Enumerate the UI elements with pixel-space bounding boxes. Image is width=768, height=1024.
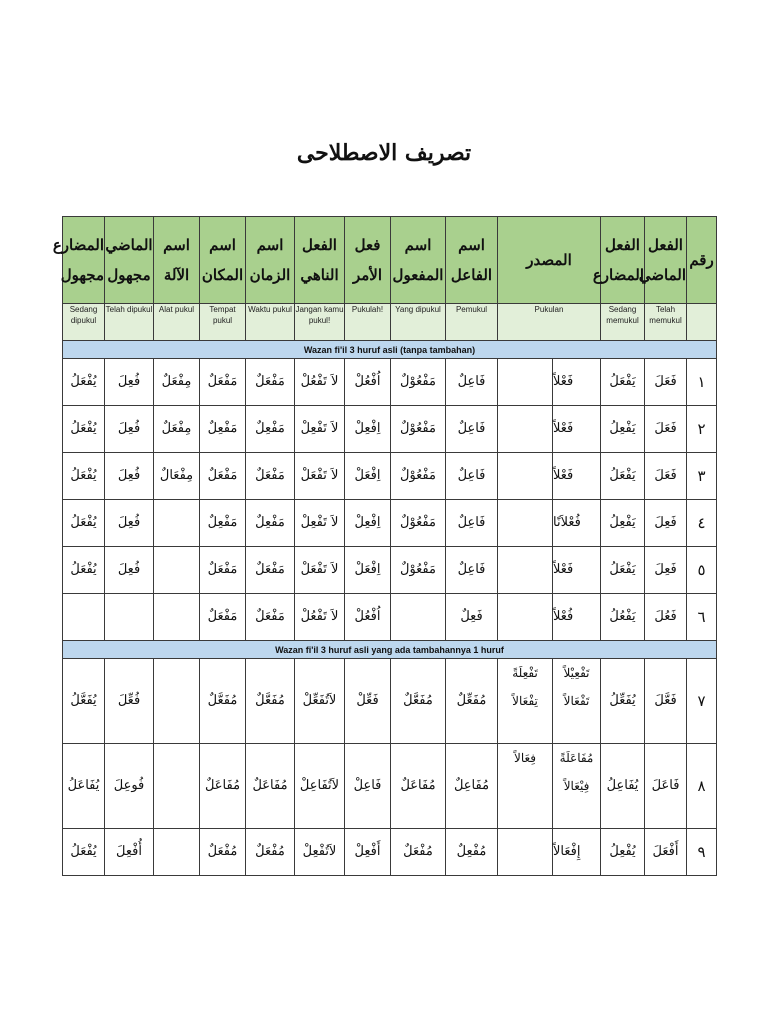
cell-zaman: مَفْعَلٌ xyxy=(246,594,295,641)
tasrif-table xyxy=(52,216,717,876)
header-alat: اسم الآلة xyxy=(154,217,200,304)
cell-alat: مِفْعَلٌ xyxy=(154,406,200,453)
cell-fail: مُفْعِلٌ xyxy=(446,829,498,876)
translation-nahi: Jangan kamu pukul! xyxy=(295,304,345,341)
cell-maful xyxy=(391,594,446,641)
cell-zaman: مَفْعِلٌ xyxy=(246,406,295,453)
cell-masdar: فَعْلاً xyxy=(553,453,601,500)
cell-fail: فَاعِلٌ xyxy=(446,359,498,406)
header-translation-row xyxy=(63,304,717,341)
row-number: ٤ xyxy=(687,500,717,547)
table-row xyxy=(63,547,717,594)
cell-masdar-alt xyxy=(498,406,553,453)
cell-nahi: لاَتُفْعِلْ xyxy=(295,829,345,876)
section-title: Wazan fi'il 3 huruf asli (tanpa tambahan) xyxy=(63,341,717,359)
cell-masdar-alt xyxy=(498,453,553,500)
cell-amr: اِفْعَلْ xyxy=(345,547,391,594)
cell-madhi-majhul xyxy=(105,594,154,641)
cell-alat xyxy=(154,547,200,594)
header-madhi: الفعل الماضي xyxy=(645,217,687,304)
cell-masdar: فُعْلاَنًا xyxy=(553,500,601,547)
translation-madhi-majhul: Telah dipukul xyxy=(105,304,154,341)
cell-madhi-majhul: فُعِّلَ xyxy=(105,659,154,744)
cell-amr: اُفْعُلْ xyxy=(345,359,391,406)
translation-maful: Yang dipukul xyxy=(391,304,446,341)
translation-alat: Alat pukul xyxy=(154,304,200,341)
cell-maful: مُفَاعَلٌ xyxy=(391,744,446,829)
translation-mudhari-majhul: Sedang dipukul xyxy=(63,304,105,341)
row-number: ٣ xyxy=(687,453,717,500)
cell-madhi-majhul: فُعِلَ xyxy=(105,500,154,547)
cell-madhi: أَفْعَلَ xyxy=(645,829,687,876)
cell-mudhari-majhul: يُفَعَّلُ xyxy=(63,659,105,744)
cell-masdar: مُفَاعَلَةً فِيْعَالاً xyxy=(553,744,601,829)
cell-masdar-alt: فِعَالاً xyxy=(498,744,553,829)
cell-madhi: فَعَلَ xyxy=(645,406,687,453)
cell-mudhari: يُفْعِلُ xyxy=(601,829,645,876)
cell-zaman: مَفْعَلٌ xyxy=(246,453,295,500)
cell-masdar: إِفْعَالاً xyxy=(553,829,601,876)
cell-makan: مَفْعَلٌ xyxy=(200,594,246,641)
cell-zaman: مُفْعَلٌ xyxy=(246,829,295,876)
table-row xyxy=(63,359,717,406)
cell-mudhari-majhul: يُفْعَلُ xyxy=(63,406,105,453)
translation-mudhari: Sedang memukul xyxy=(601,304,645,341)
cell-amr: اِفْعِلْ xyxy=(345,406,391,453)
cell-masdar-alt xyxy=(498,547,553,594)
translation-raqm xyxy=(687,304,717,341)
cell-maful: مَفْعُوْلٌ xyxy=(391,453,446,500)
cell-fail: فَعِلٌ xyxy=(446,594,498,641)
cell-mudhari: يَفْعَلُ xyxy=(601,359,645,406)
translation-masdar: Pukulan xyxy=(498,304,601,341)
cell-alat xyxy=(154,500,200,547)
row-number: ٧ xyxy=(687,659,717,744)
table-row xyxy=(63,453,717,500)
table-row xyxy=(63,829,717,876)
translation-zaman: Waktu pukul xyxy=(246,304,295,341)
table-row xyxy=(63,659,717,744)
cell-mudhari-majhul: يُفْعَلُ xyxy=(63,500,105,547)
row-number: ٩ xyxy=(687,829,717,876)
table-row xyxy=(63,594,717,641)
cell-alat xyxy=(154,594,200,641)
cell-nahi: لاَ تَفْعَلْ xyxy=(295,453,345,500)
cell-mudhari-majhul: يُفَاعَلُ xyxy=(63,744,105,829)
cell-maful: مَفْعُوْلٌ xyxy=(391,500,446,547)
cell-maful: مُفْعَلٌ xyxy=(391,829,446,876)
cell-madhi: فَعُلَ xyxy=(645,594,687,641)
cell-zaman: مَفْعَلٌ xyxy=(246,547,295,594)
header-fail: اسم الفاعل xyxy=(446,217,498,304)
cell-alat xyxy=(154,744,200,829)
cell-nahi: لاَ تَفْعُلْ xyxy=(295,594,345,641)
section-row xyxy=(63,341,717,359)
cell-madhi-majhul: فُعِلَ xyxy=(105,453,154,500)
cell-masdar-alt xyxy=(498,829,553,876)
cell-mudhari: يَفْعِلُ xyxy=(601,406,645,453)
cell-mudhari: يَفْعَلُ xyxy=(601,547,645,594)
table-row xyxy=(63,406,717,453)
cell-mudhari: يَفْعَلُ xyxy=(601,453,645,500)
cell-masdar: فَعْلاً xyxy=(553,359,601,406)
cell-fail: فَاعِلٌ xyxy=(446,406,498,453)
cell-fail: مُفَاعِلٌ xyxy=(446,744,498,829)
cell-zaman: مَفْعَلٌ xyxy=(246,359,295,406)
cell-alat xyxy=(154,659,200,744)
cell-nahi: لاَ تَفْعِلْ xyxy=(295,500,345,547)
header-mudhari: الفعل المضارع xyxy=(601,217,645,304)
cell-zaman: مُفَاعَلٌ xyxy=(246,744,295,829)
cell-makan: مَفْعِلٌ xyxy=(200,406,246,453)
translation-madhi: Telah memukul xyxy=(645,304,687,341)
cell-makan: مُفَعَّلٌ xyxy=(200,659,246,744)
header-madhi-majhul: الماضي مجهول xyxy=(105,217,154,304)
cell-amr: اُفْعُلْ xyxy=(345,594,391,641)
cell-alat: مِفْعَلٌ xyxy=(154,359,200,406)
translation-amr: Pukulah! xyxy=(345,304,391,341)
section-title: Wazan fi'il 3 huruf asli yang ada tambahannya 1 huruf xyxy=(63,641,717,659)
cell-masdar-alt: تَفْعِلَةً تِفْعَالاً xyxy=(498,659,553,744)
cell-mudhari: يُفَاعِلُ xyxy=(601,744,645,829)
header-makan: اسم المكان xyxy=(200,217,246,304)
header-nahi: الفعل الناهي xyxy=(295,217,345,304)
cell-mudhari: يَفْعِلُ xyxy=(601,500,645,547)
cell-makan: مُفَاعَلٌ xyxy=(200,744,246,829)
cell-madhi-majhul: فُوعِلَ xyxy=(105,744,154,829)
cell-masdar: تَفْعِيْلاً تَفْعَالاً xyxy=(553,659,601,744)
cell-maful: مَفْعُوْلٌ xyxy=(391,359,446,406)
cell-makan: مَفْعَلٌ xyxy=(200,547,246,594)
cell-nahi: لاَتُفَعِّلْ xyxy=(295,659,345,744)
row-number: ٨ xyxy=(687,744,717,829)
table-row xyxy=(63,744,717,829)
cell-amr: فَاعِلْ xyxy=(345,744,391,829)
header-maful: اسم المفعول xyxy=(391,217,446,304)
cell-makan: مُفْعَلٌ xyxy=(200,829,246,876)
page-title: تصريف الاصطلاحى xyxy=(296,140,472,166)
cell-amr: أَفْعِلْ xyxy=(345,829,391,876)
cell-masdar-alt xyxy=(498,359,553,406)
cell-amr: اِفْعَلْ xyxy=(345,453,391,500)
cell-madhi: فَعِلَ xyxy=(645,547,687,594)
cell-masdar: فَعْلاً xyxy=(553,406,601,453)
cell-mudhari: يَفْعُلُ xyxy=(601,594,645,641)
cell-nahi: لاَ تَفْعُلْ xyxy=(295,359,345,406)
row-number: ٦ xyxy=(687,594,717,641)
cell-mudhari-majhul: يُفْعَلُ xyxy=(63,547,105,594)
cell-nahi: لاَ تَفْعَلْ xyxy=(295,547,345,594)
cell-zaman: مَفْعِلٌ xyxy=(246,500,295,547)
cell-madhi-majhul: أُفْعِلَ xyxy=(105,829,154,876)
header-raqm: رقم xyxy=(687,217,717,304)
cell-nahi: لاَتُفَاعِلْ xyxy=(295,744,345,829)
cell-masdar: فَعْلاً xyxy=(553,547,601,594)
header-zaman: اسم الزمان xyxy=(246,217,295,304)
cell-makan: مَفْعَلٌ xyxy=(200,359,246,406)
cell-mudhari-majhul: يُفْعَلُ xyxy=(63,453,105,500)
cell-zaman: مُفَعَّلٌ xyxy=(246,659,295,744)
cell-amr: اِفْعِلْ xyxy=(345,500,391,547)
cell-madhi: فَعِلَ xyxy=(645,500,687,547)
cell-mudhari: يُفَعِّلُ xyxy=(601,659,645,744)
table-row xyxy=(63,500,717,547)
header-mudhari-majhul: المضارع مجهول xyxy=(63,217,105,304)
cell-nahi: لاَ تَفْعِلْ xyxy=(295,406,345,453)
cell-madhi-majhul: فُعِلَ xyxy=(105,359,154,406)
row-number: ٢ xyxy=(687,406,717,453)
cell-madhi: فَعَلَ xyxy=(645,453,687,500)
cell-fail: مُفَعِّلٌ xyxy=(446,659,498,744)
cell-maful: مَفْعُوْلٌ xyxy=(391,406,446,453)
translation-makan: Tempat pukul xyxy=(200,304,246,341)
cell-makan: مَفْعَلٌ xyxy=(200,453,246,500)
row-number: ٥ xyxy=(687,547,717,594)
cell-amr: فَعِّلْ xyxy=(345,659,391,744)
cell-madhi: فَعَّلَ xyxy=(645,659,687,744)
cell-masdar-alt xyxy=(498,594,553,641)
section-row xyxy=(63,641,717,659)
cell-mudhari-majhul: يُفْعَلُ xyxy=(63,359,105,406)
cell-fail: فَاعِلٌ xyxy=(446,547,498,594)
cell-maful: مُفَعَّلٌ xyxy=(391,659,446,744)
header-arabic-row xyxy=(63,217,717,304)
cell-madhi-majhul: فُعِلَ xyxy=(105,547,154,594)
cell-makan: مَفْعِلٌ xyxy=(200,500,246,547)
cell-mudhari-majhul: يُفْعَلُ xyxy=(63,829,105,876)
translation-fail: Pemukul xyxy=(446,304,498,341)
cell-maful: مَفْعُوْلٌ xyxy=(391,547,446,594)
cell-masdar: فُعْلاً xyxy=(553,594,601,641)
cell-fail: فَاعِلٌ xyxy=(446,500,498,547)
header-masdar: المصدر xyxy=(498,217,601,304)
cell-masdar-alt xyxy=(498,500,553,547)
cell-fail: فَاعِلٌ xyxy=(446,453,498,500)
header-amr: فعل الأمر xyxy=(345,217,391,304)
cell-alat xyxy=(154,829,200,876)
cell-madhi: فَعَلَ xyxy=(645,359,687,406)
row-number: ١ xyxy=(687,359,717,406)
cell-mudhari-majhul xyxy=(63,594,105,641)
cell-madhi-majhul: فُعِلَ xyxy=(105,406,154,453)
cell-madhi: فَاعَلَ xyxy=(645,744,687,829)
cell-alat: مِفْعَالٌ xyxy=(154,453,200,500)
